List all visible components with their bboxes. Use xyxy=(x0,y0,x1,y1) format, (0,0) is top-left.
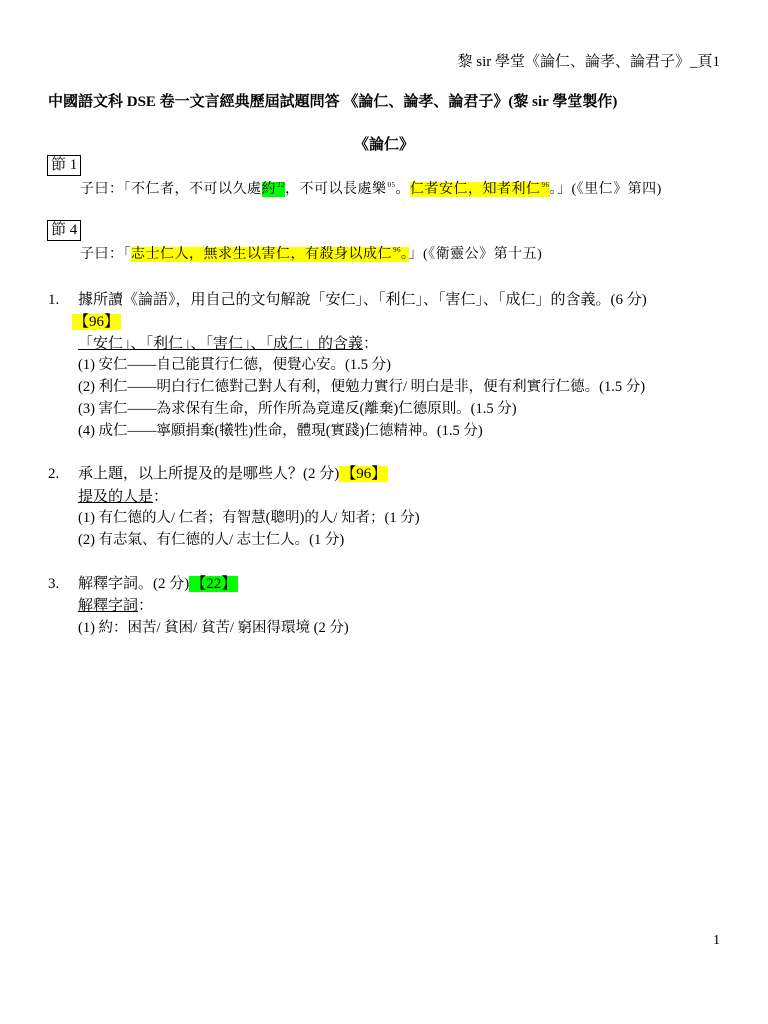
question-1-tag: 【96】 xyxy=(74,314,120,330)
answer-1-3: (3) 害仁——為求保有生命，所作所為竟違反(離棄)仁德原則。(1.5 分) xyxy=(78,401,517,417)
question-2-tag: 【96】 xyxy=(341,466,387,482)
question-1-prompt: 據所讀《論語》，用自己的文句解說「安仁」、「利仁」、「害仁」、「成仁」的含義。(6 分) xyxy=(78,292,647,308)
passage-1-part-2: ，不可以長處樂 xyxy=(285,182,387,197)
passage-text-4: 子曰：「志士仁人，無求生以害仁，有殺身以成仁$^{96}$。」(《衛靈公》第十五) xyxy=(80,246,543,262)
question-3: 3. 解釋字詞。(2 分) 【22】 xyxy=(48,576,237,592)
footnote-marker: 05 xyxy=(387,181,396,189)
page-number: 1 xyxy=(713,933,720,948)
document-title: 中國語文科 DSE 卷一文言經典歷屆試題問答 《論仁、論孝、論君子》(黎 sir 學堂製作) xyxy=(48,94,618,110)
answer-3-1: (1) 約：困苦/ 貧困/ 貧苦/ 窮困得環境 (2 分) xyxy=(78,620,349,636)
passage-1-source: 。」(《里仁》第四) xyxy=(549,182,662,197)
highlight-ren-zhe: 仁者安仁，知者利仁$^{96}$ xyxy=(410,181,550,197)
passage-text-1: 子曰：「不仁者，不可以久處約$^{22}$，不可以長處樂$^{05}$。仁者安仁，知者利仁$^{96}$。」(《里仁》第四) xyxy=(80,181,662,197)
question-2-answer-heading: 提及的人是： xyxy=(78,489,169,505)
highlight-zhi-shi: 志士仁人，無求生以害仁，有殺身以成仁$^{96}$。 xyxy=(131,246,409,262)
running-head: 黎 sir 學堂《論仁、論孝、論君子》_頁1 xyxy=(457,54,720,70)
answer-2-2: (2) 有志氣、有仁德的人/ 志士仁人。(1 分) xyxy=(78,532,345,548)
question-2-prompt: 承上題，以上所提及的是哪些人？(2 分) xyxy=(78,466,340,482)
question-1: 1. 據所讀《論語》，用自己的文句解說「安仁」、「利仁」、「害仁」、「成仁」的含義。(6 分) xyxy=(48,292,647,308)
question-2: 2. 承上題，以上所提及的是哪些人？(2 分) 【96】 xyxy=(48,466,387,482)
answer-1-4: (4) 成仁——寧願捐棄(犧牲)性命，體現(實踐)仁德精神。(1.5 分) xyxy=(78,423,483,439)
answer-1-2: (2) 利仁——明白行仁德對己對人有利，便勉力實行/ 明白是非，便有利實行仁德。(1.5 分) xyxy=(78,379,646,395)
question-1-answer-heading: 「安仁」、「利仁」、「害仁」、「成仁」的含義： xyxy=(78,336,379,352)
section-title: 《論仁》 xyxy=(353,137,414,153)
question-3-tag: 【22】 xyxy=(191,576,237,592)
passage-label-4: 節 4 xyxy=(47,220,81,241)
passage-4-source: 」(《衛靈公》第十五) xyxy=(408,247,543,262)
question-3-prompt: 解釋字詞。(2 分) xyxy=(78,576,190,592)
passage-label-1: 節 1 xyxy=(47,155,81,176)
question-3-answer-heading: 解釋字詞： xyxy=(78,598,154,614)
answer-1-1: (1) 安仁——自己能貫行仁德，便覺心安。(1.5 分) xyxy=(78,357,391,373)
passage-1-part-1: 子曰：「不仁者，不可以久處 xyxy=(80,182,262,197)
answer-2-1: (1) 有仁德的人/ 仁者；有智慧(聰明)的人/ 知者；(1 分) xyxy=(78,510,420,526)
highlight-yue: 約$^{22}$ xyxy=(261,181,285,197)
